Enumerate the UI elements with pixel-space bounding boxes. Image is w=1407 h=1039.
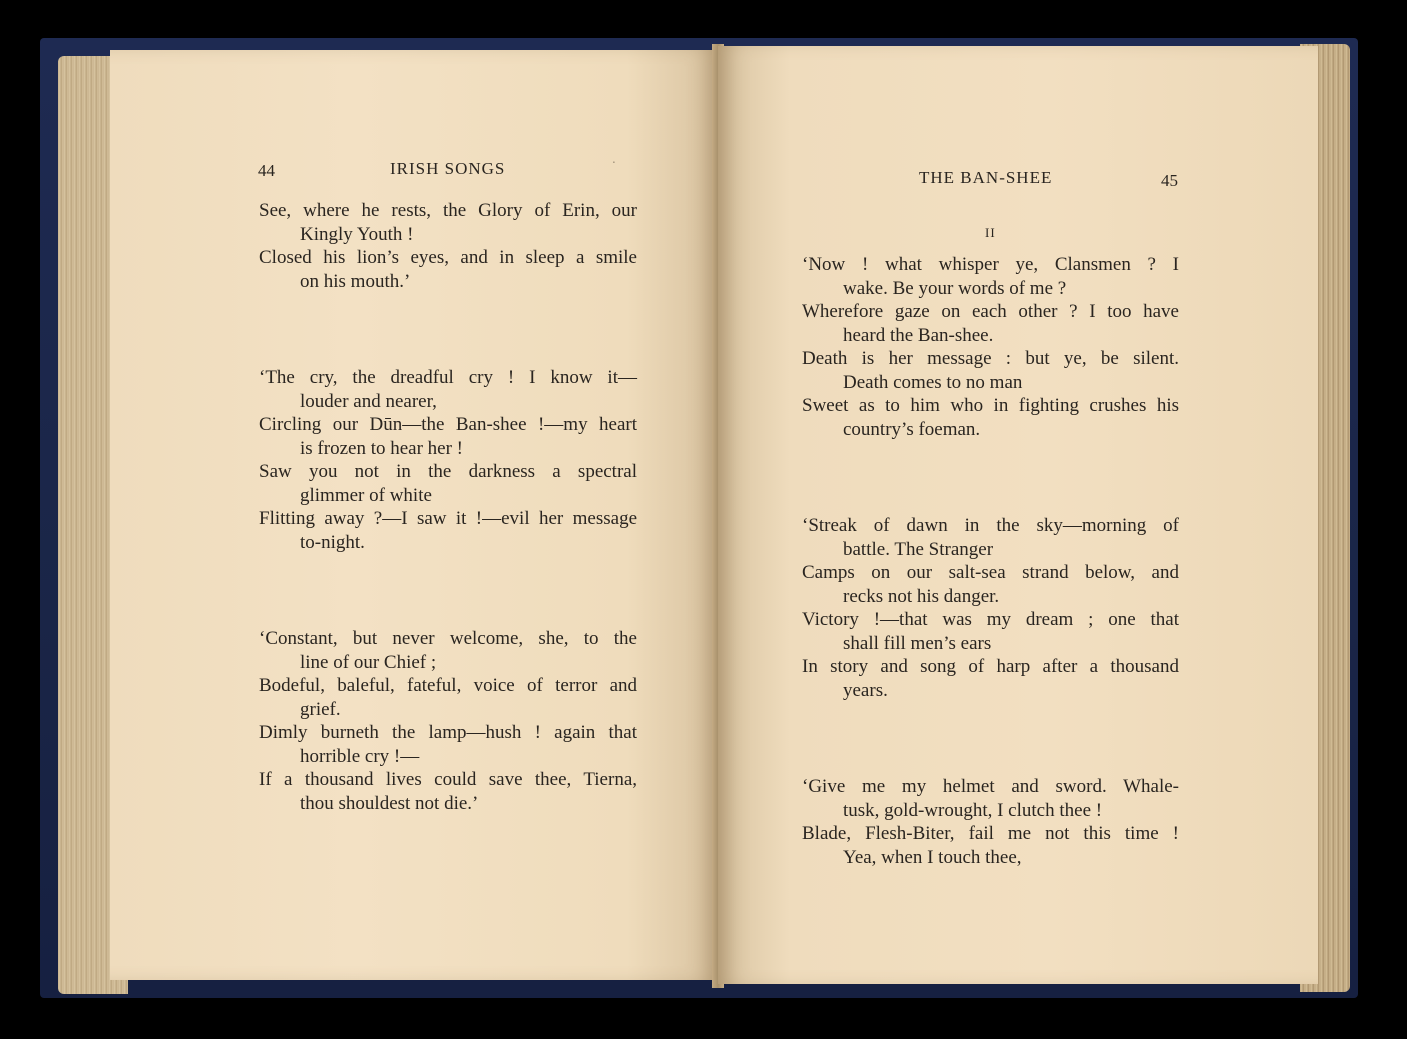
running-head-right: THE BAN-SHEE — [919, 168, 1053, 187]
verse-line: glimmer of white — [300, 484, 432, 506]
verse-line: Flitting away ?—I saw it !—evil her message — [259, 508, 637, 529]
verse-line: See, where he rests, the Glory of Erin, our — [259, 200, 637, 221]
verse-line: is frozen to hear her ! — [300, 437, 464, 459]
section-number: II — [985, 225, 996, 240]
right-page-text — [802, 253, 1179, 869]
verse-line: grief. — [300, 698, 341, 720]
left-page-text — [259, 199, 637, 815]
right-page — [718, 46, 1318, 984]
verse-line: ‘Now ! what whisper ye, Clansmen ? I — [802, 254, 1179, 275]
stanza — [259, 627, 637, 815]
stanza — [259, 366, 637, 554]
verse-line: ‘Streak of dawn in the sky—morning of — [802, 515, 1179, 536]
verse-line: ‘Constant, but never welcome, she, to the — [259, 628, 637, 649]
verse-line: ‘The cry, the dreadful cry ! I know it— — [259, 367, 637, 388]
verse-line: If a thousand lives could save thee, Tierna, — [259, 769, 637, 790]
verse-line: Blade, Flesh-Biter, fail me not this time ! — [802, 823, 1179, 844]
left-page — [110, 50, 718, 980]
verse-line: Wherefore gaze on each other ? I too have — [802, 301, 1179, 322]
page-number-left: 44 — [258, 161, 275, 180]
verse-line: years. — [843, 679, 888, 701]
verse-line: ‘Give me my helmet and sword. Whale- — [802, 776, 1179, 797]
verse-line: Saw you not in the darkness a spectral — [259, 461, 637, 482]
stanza — [802, 253, 1179, 441]
verse-line: tusk, gold-wrought, I clutch thee ! — [843, 799, 1103, 821]
verse-line: to-night. — [300, 531, 365, 553]
verse-line: shall fill men’s ears — [843, 632, 992, 654]
running-head-left: IRISH SONGS — [390, 159, 506, 178]
verse-line: Yea, when I touch thee, — [843, 846, 1022, 868]
verse-line: Death comes to no man — [843, 371, 1023, 393]
verse-line: Circling our Dūn—the Ban-shee !—my heart — [259, 414, 637, 435]
ink-speck: ⋅ — [612, 157, 616, 169]
verse-line: In story and song of harp after a thousand — [802, 656, 1179, 677]
verse-line: thou shouldest not die.’ — [300, 792, 479, 814]
verse-line: Kingly Youth ! — [300, 223, 414, 245]
verse-line: Camps on our salt-sea strand below, and — [802, 562, 1179, 583]
verse-line: country’s foeman. — [843, 418, 981, 440]
verse-line: Closed his lion’s eyes, and in sleep a smile — [259, 247, 637, 268]
verse-line: horrible cry !— — [300, 745, 420, 767]
verse-line: Bodeful, baleful, fateful, voice of terror and — [259, 675, 637, 696]
verse-line: louder and nearer, — [300, 390, 437, 412]
verse-line: battle. The Stranger — [843, 538, 994, 560]
verse-line: Death is her message : but ye, be silent. — [802, 348, 1179, 369]
verse-line: Victory !—that was my dream ; one that — [802, 609, 1179, 630]
verse-line: wake. Be your words of me ? — [843, 277, 1067, 299]
verse-line: on his mouth.’ — [300, 270, 411, 292]
stanza — [802, 514, 1179, 702]
stanza — [259, 199, 637, 293]
page-number-right: 45 — [1161, 171, 1178, 190]
stanza — [802, 775, 1179, 869]
verse-line: heard the Ban-shee. — [843, 324, 994, 346]
verse-line: Sweet as to him who in fighting crushes his — [802, 395, 1179, 416]
verse-line: recks not his danger. — [843, 585, 1000, 607]
verse-line: Dimly burneth the lamp—hush ! again that — [259, 722, 637, 743]
verse-line: line of our Chief ; — [300, 651, 437, 673]
